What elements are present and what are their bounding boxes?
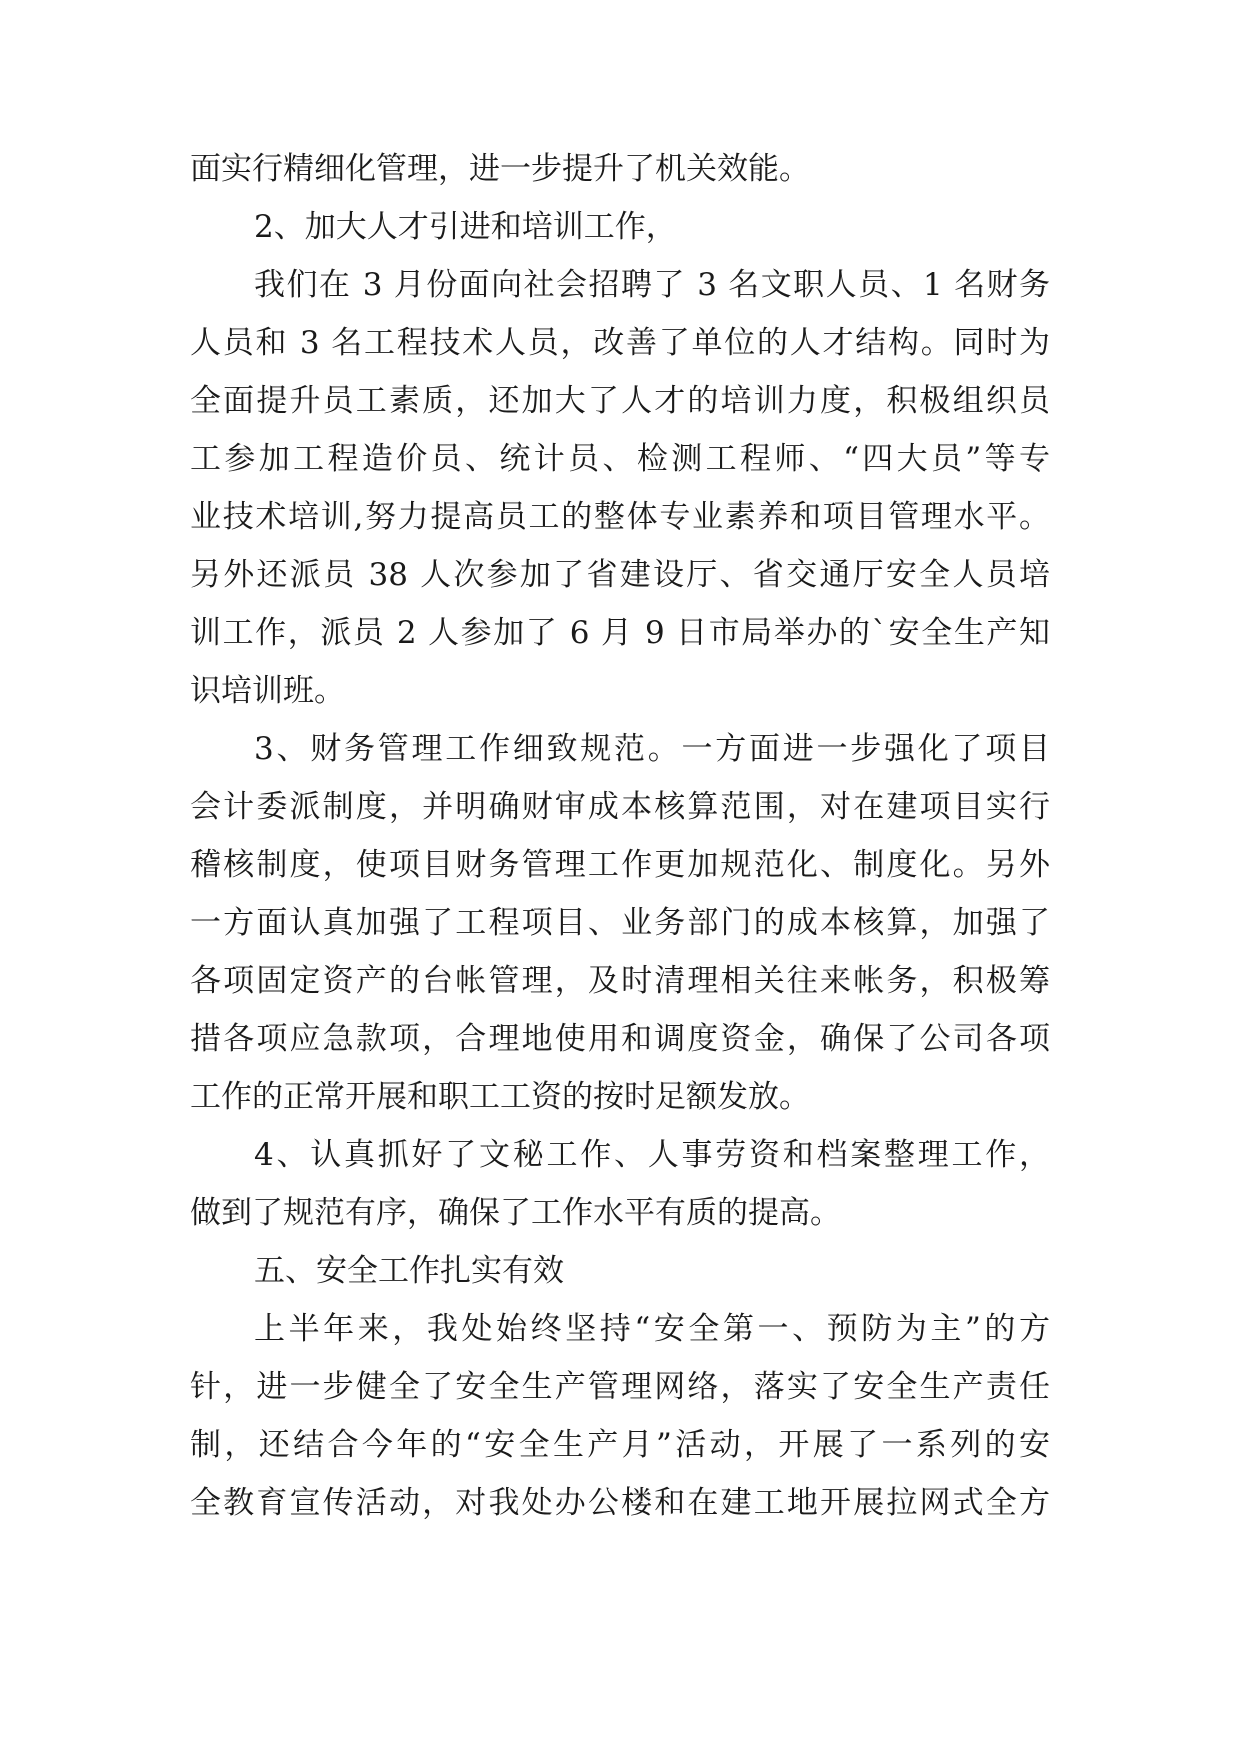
section-heading: 2、加大人才引进和培训工作， [254, 209, 677, 245]
text-line: 一方面认真加强了工程项目、业务部门的成本核算，加强了 [190, 905, 1050, 941]
text-line: 识培训班。 [190, 673, 345, 709]
text-line: 业技术培训,努力提高员工的整体专业素养和项目管理水平。 [190, 499, 1050, 535]
section-heading: 4、认真抓好了文秘工作、人事劳资和档案整理工作， [254, 1137, 1050, 1173]
text-line: 面实行精细化管理，进一步提升了机关效能。 [190, 151, 810, 187]
section-heading: 五、安全工作扎实有效 [254, 1253, 564, 1289]
text-line: 措各项应急款项，合理地使用和调度资金，确保了公司各项 [190, 1021, 1050, 1057]
text-line: 全面提升员工素质，还加大了人才的培训力度，积极组织员 [190, 383, 1050, 419]
text-line: 稽核制度，使项目财务管理工作更加规范化、制度化。另外 [190, 847, 1050, 883]
text-line: 上半年来，我处始终坚持“安全第一、预防为主”的方 [254, 1311, 1050, 1347]
text-line: 工作的正常开展和职工工资的按时足额发放。 [190, 1079, 810, 1115]
text-line: 各项固定资产的台帐管理，及时清理相关往来帐务，积极筹 [190, 963, 1050, 999]
text-line: 另外还派员 38 人次参加了省建设厅、省交通厅安全人员培 [190, 557, 1050, 593]
text-line: 人员和 3 名工程技术人员，改善了单位的人才结构。同时为 [190, 325, 1050, 361]
text-line: 做到了规范有序，确保了工作水平有质的提高。 [190, 1195, 841, 1231]
text-line: 针，进一步健全了安全生产管理网络，落实了安全生产责任 [190, 1369, 1050, 1405]
text-line: 制，还结合今年的“安全生产月”活动，开展了一系列的安 [190, 1427, 1050, 1463]
text-line: 工参加工程造价员、统计员、检测工程师、“四大员”等专 [190, 441, 1050, 477]
section-heading: 3、财务管理工作细致规范。一方面进一步强化了项目 [254, 731, 1050, 767]
text-line: 训工作，派员 2 人参加了 6 月 9 日市局举办的`安全生产知 [190, 615, 1050, 651]
text-line: 全教育宣传活动，对我处办公楼和在建工地开展拉网式全方 [190, 1485, 1050, 1521]
text-line: 会计委派制度，并明确财审成本核算范围，对在建项目实行 [190, 789, 1050, 825]
text-line: 我们在 3 月份面向社会招聘了 3 名文职人员、1 名财务 [254, 267, 1050, 303]
